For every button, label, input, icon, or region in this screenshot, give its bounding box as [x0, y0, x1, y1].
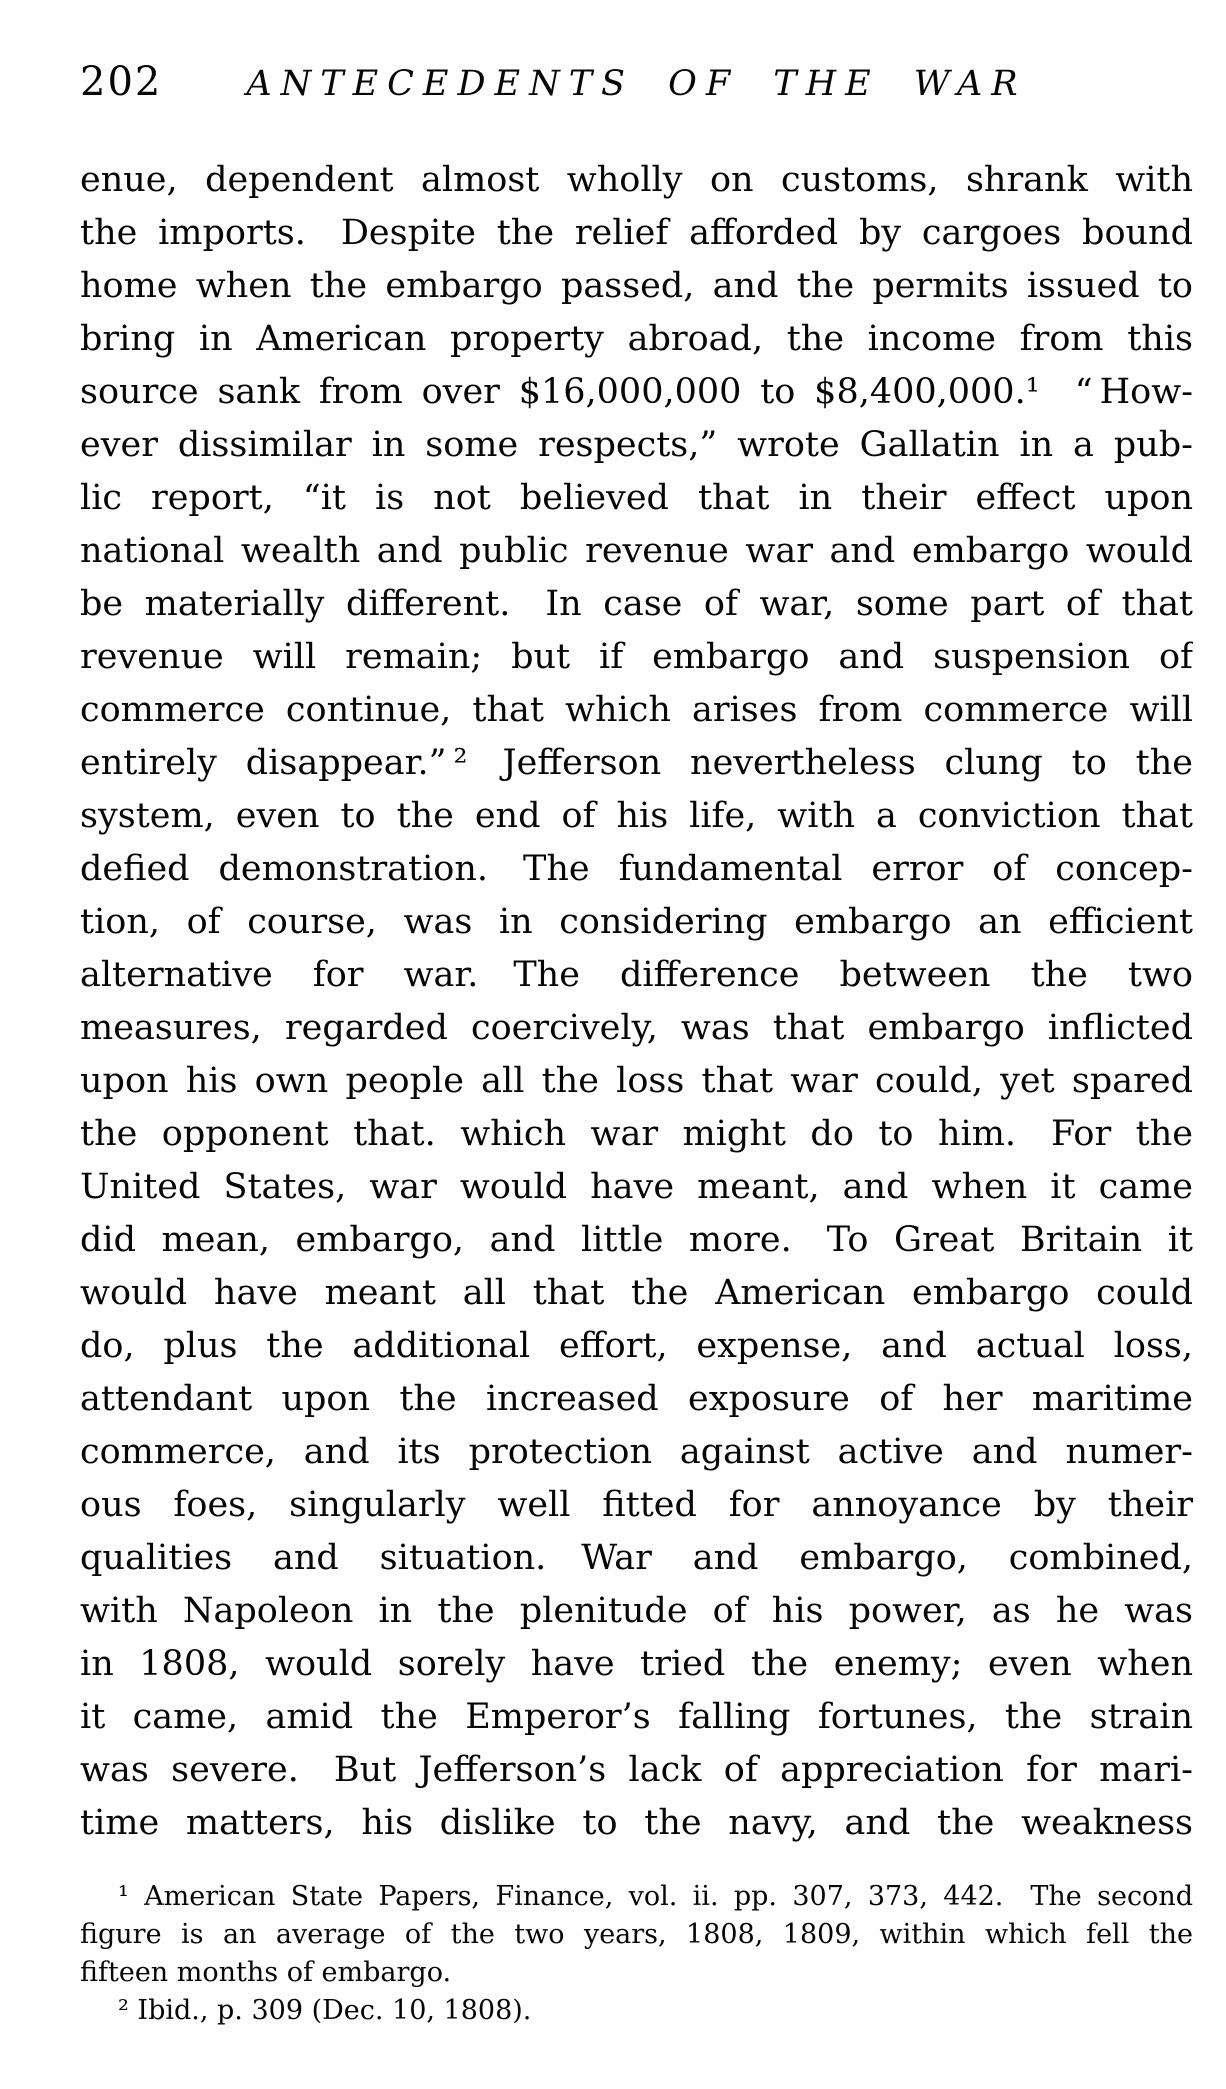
- body-line: lic report, “it is not believed that in their effect upon: [80, 478, 1193, 518]
- body-line: with Napoleon in the plenitude of his power, as he was: [80, 1591, 1193, 1631]
- body-line: revenue will remain; but if embargo and suspension of: [80, 637, 1193, 677]
- body-line: alternative for war. The difference between the two: [80, 955, 1193, 995]
- body-line: ever dissimilar in some respects,” wrote Gallatin in a pub-: [80, 425, 1193, 465]
- body-line: commerce continue, that which arises from commerce will: [80, 690, 1193, 730]
- page-header: [80, 59, 1193, 106]
- body-line: ous foes, singularly well fitted for annoyance by their: [80, 1485, 1193, 1525]
- body-line: it came, amid the Emperor’s falling fortunes, the strain: [80, 1697, 1193, 1737]
- running-head: ANTECEDENTS OF THE WAR: [246, 64, 1027, 104]
- body-line: the imports. Despite the relief afforded by cargoes bound: [80, 213, 1193, 253]
- body-line: national wealth and public revenue war and embargo would: [80, 531, 1193, 571]
- body-line: entirely disappear.” ² Jefferson nevertheless clung to the: [80, 743, 1193, 783]
- body-line: was severe. But Jefferson’s lack of appreciation for mari-: [80, 1750, 1193, 1790]
- footnote-1-line-3: fifteen months of embargo.: [80, 1957, 452, 1988]
- body-line: United States, war would have meant, and when it came: [80, 1167, 1193, 1207]
- body-line: source sank from over $16,000,000 to $8,400,000.¹ “ How-: [80, 372, 1193, 412]
- body-line: upon his own people all the loss that war could, yet spared: [80, 1061, 1193, 1101]
- body-text: [80, 154, 1193, 1850]
- body-line: be materially different. In case of war, some part of that: [80, 584, 1193, 624]
- body-line: would have meant all that the American embargo could: [80, 1273, 1193, 1313]
- body-line: measures, regarded coercively, was that embargo inflicted: [80, 1008, 1193, 1048]
- body-line: attendant upon the increased exposure of her maritime: [80, 1379, 1193, 1419]
- body-line: home when the embargo passed, and the permits issued to: [80, 266, 1193, 306]
- footnote-1-line-1: ¹ American State Papers, Finance, vol. ii. pp. 307, 373, 442. The second: [118, 1881, 1193, 1912]
- body-line: time matters, his dislike to the navy, and the weakness: [80, 1803, 1193, 1843]
- body-line: enue, dependent almost wholly on customs, shrank with: [80, 160, 1193, 200]
- body-line: commerce, and its protection against active and numer-: [80, 1432, 1193, 1472]
- body-line: system, even to the end of his life, with a conviction that: [80, 796, 1193, 836]
- body-line: qualities and situation. War and embargo, combined,: [80, 1538, 1193, 1578]
- body-line: the opponent that. which war might do to him. For the: [80, 1114, 1193, 1154]
- footnote-2: ² Ibid., p. 309 (Dec. 10, 1808).: [118, 1995, 532, 2026]
- body-line: bring in American property abroad, the income from this: [80, 319, 1193, 359]
- footnote-1-line-2: figure is an average of the two years, 1808, 1809, within which fell the: [80, 1919, 1193, 1950]
- body-line: tion, of course, was in considering embargo an efficient: [80, 902, 1193, 942]
- page-number: 202: [80, 59, 163, 105]
- body-line: in 1808, would sorely have tried the enemy; even when: [80, 1644, 1193, 1684]
- body-line: defied demonstration. The fundamental error of concep-: [80, 849, 1193, 889]
- body-line: did mean, embargo, and little more. To Great Britain it: [80, 1220, 1193, 1260]
- body-line: do, plus the additional effort, expense, and actual loss,: [80, 1326, 1193, 1366]
- footnotes: [80, 1878, 1193, 2030]
